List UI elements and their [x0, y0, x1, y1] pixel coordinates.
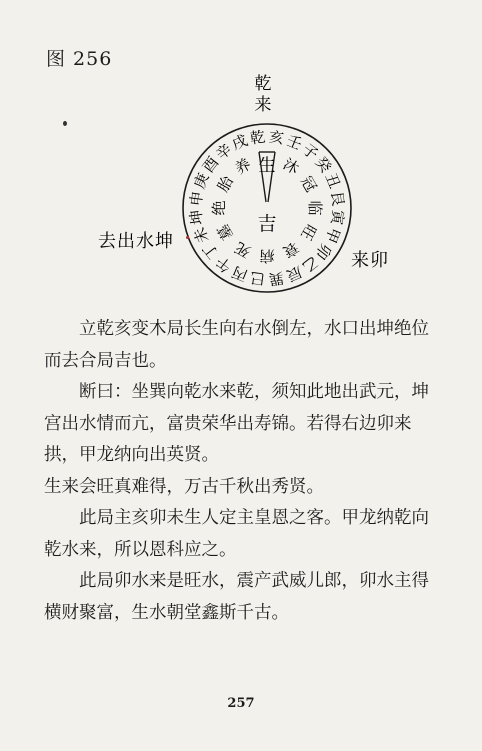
top-label-char: 来 [254, 95, 272, 115]
paragraph: 此局卯水来是旺水，震产武威儿郎，卯水主得横财聚富，生水朝堂鑫斯千古。 [44, 571, 429, 623]
compass-diagram [0, 0, 482, 330]
outer-ring-char: 丙 [229, 262, 251, 285]
outer-ring-char: 寅 [327, 208, 348, 226]
outer-ring-char: 丁 [198, 239, 223, 263]
outer-ring-char: 癸 [311, 153, 336, 177]
outer-ring-char: 卯 [311, 239, 336, 263]
inner-ring-char: 死 [231, 238, 255, 262]
print-speck [186, 236, 189, 239]
outer-ring-char: 巽 [267, 268, 285, 289]
outer-ring-char: 午 [212, 252, 236, 277]
inner-ring-char: 临 [306, 200, 324, 216]
outer-ring-char: 辛 [212, 139, 236, 164]
outer-ring-char: 艮 [327, 190, 348, 208]
inner-ring-char: 胎 [213, 172, 237, 196]
print-speck [63, 121, 67, 126]
outer-ring-char: 壬 [283, 131, 305, 154]
outer-ring-char: 坤 [186, 208, 207, 226]
left-label: 去出水坤 [98, 231, 174, 252]
inner-ring-char: 旺 [297, 220, 321, 244]
outer-ring-char: 申 [186, 190, 207, 208]
outer-ring-char: 酉 [198, 153, 223, 177]
outer-ring-char: 未 [190, 224, 213, 246]
paragraph: 立乾亥变木局长生向右水倒左，水口出坤绝位而去合局吉也。 [44, 319, 429, 371]
pointer-hand [259, 152, 276, 202]
paragraph: 生来会旺真难得，万古千秋出秀贤。 [44, 476, 324, 497]
page-number: 257 [227, 696, 255, 711]
top-label [255, 74, 272, 115]
body-text [44, 314, 444, 629]
inner-ring-char: 沐 [279, 154, 303, 178]
outer-ring-char: 辰 [283, 262, 305, 285]
outer-ring-char: 庚 [190, 170, 213, 192]
outer-ring-char: 戌 [229, 131, 251, 154]
outer-ring-char: 乾 [249, 127, 267, 148]
top-label-char: 乾 [254, 74, 272, 94]
paragraph: 此局主亥卯未生人定主皇恩之客。甲龙纳乾向乾水来，所以恩科应之。 [44, 508, 429, 560]
inner-ring-char: 衰 [279, 238, 303, 262]
paragraph: 断曰：坐巽向乾水来乾，须知此地出武元，坤宫出水情而亢，富贵荣华出寿锦。若得右边卯来拱，甲龙纳向出英贤。 [44, 382, 429, 465]
inner-ring-char: 病 [259, 247, 275, 265]
outer-ring-char: 甲 [321, 224, 344, 246]
outer-ring-char: 巳 [249, 268, 267, 289]
inner-ring-char: 绝 [210, 200, 228, 216]
inner-ring-char: 养 [231, 154, 255, 178]
hand-char: 生 [258, 156, 276, 176]
right-label: 来卯 [351, 250, 389, 271]
inner-ring-char: 墓 [213, 220, 237, 244]
outer-ring-char: 亥 [267, 127, 285, 148]
center-char: 吉 [257, 213, 277, 235]
outer-circle [183, 124, 351, 292]
inner-ring-char: 冠 [297, 172, 321, 196]
figure-label: 图 256 [46, 48, 113, 70]
outer-ring-char: 乙 [298, 252, 322, 277]
outer-ring-char: 子 [298, 139, 322, 164]
outer-ring-char: 丑 [321, 170, 344, 192]
